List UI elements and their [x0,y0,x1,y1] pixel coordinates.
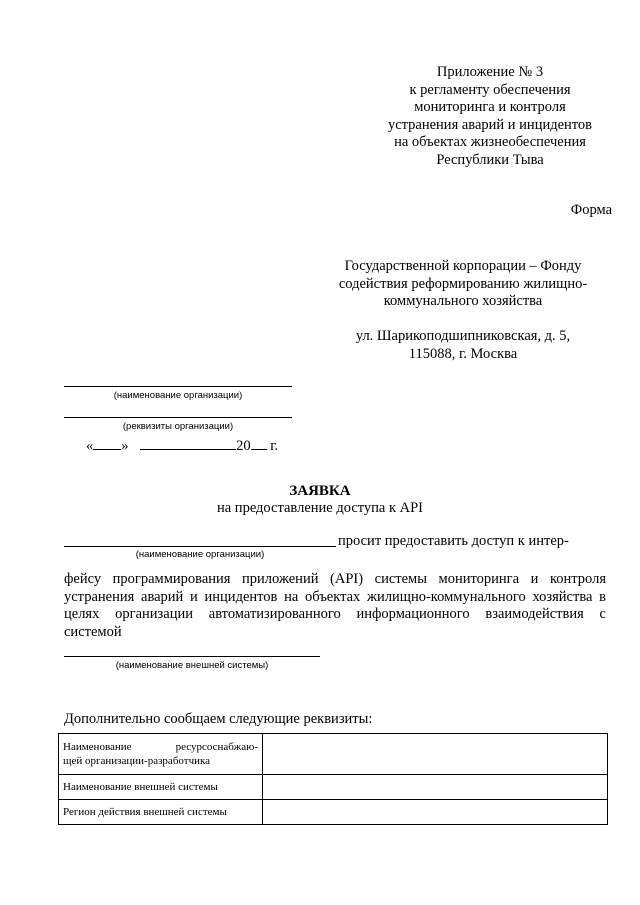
recipient-line: Государственной корпорации – Фонду [344,258,582,274]
address-line: 115088, г. Москва [408,345,518,362]
sender-details-caption: (реквизиты организации) [122,421,234,432]
document-subtitle: на предоставление доступа к API [216,500,424,516]
form-label: Форма [570,202,612,218]
request-body: фейсу программирования приложений (API) системы мониторинга и контроля устранения аварий и инцидентов на объектах жилищно-коммунального хозяйства в целях организации автоматизированного информационного взаимодействия с системой [64,571,606,640]
sender-details-line[interactable] [64,417,292,418]
date-year-suffix: г. [270,438,279,454]
address-line: ул. Шарикоподшипниковская, д. 5, [355,328,571,344]
recipient-block [318,258,608,311]
additional-info-heading: Дополнительно сообщаем следующие реквизиты: [64,711,373,727]
table-value-cell[interactable] [263,800,608,825]
recipient-address [318,328,608,363]
table-row [59,734,608,775]
table-label-cell [59,734,263,775]
table-label: щей организации-разработчика [63,755,211,767]
date-day-field[interactable] [93,435,121,450]
recipient-line: коммунального хозяйства [383,293,543,309]
appendix-line: устранения аварий и инцидентов [387,116,593,133]
date-month-field[interactable] [140,435,236,450]
table-row [59,775,608,800]
table-row [59,800,608,825]
date-line [86,435,278,455]
table-label-cell: Регион действия внешней системы [59,800,263,825]
table-label: Наименование ресурсоснабжаю- [63,741,258,753]
sender-org-caption: (наименование организации) [113,390,243,401]
request-org-line[interactable] [64,546,336,547]
request-text-first-line: просит предоставить доступ к интер- [338,533,569,549]
appendix-line: Приложение № 3 [436,64,544,80]
date-close-quote: » [121,438,129,454]
recipient-line: содействия реформированию жилищно- [338,275,588,292]
table-value-cell[interactable] [263,734,608,775]
date-year-prefix: 20 [236,438,251,454]
external-system-caption: (наименование внешней системы) [115,660,269,671]
appendix-line: Республики Тыва [436,151,544,168]
external-system-line[interactable] [64,656,320,657]
request-org-caption: (наименование организации) [135,549,265,560]
date-year-field[interactable] [251,435,267,450]
appendix-header [355,64,625,169]
table-value-cell[interactable] [263,775,608,800]
appendix-line: мониторинга и контроля [414,99,566,115]
requisites-table [58,733,608,825]
appendix-line: на объектах жизнеобеспечения [394,134,586,150]
document-title: ЗАЯВКА [289,483,351,499]
table-label-cell: Наименование внешней системы [59,775,263,800]
date-open-quote: « [86,438,94,454]
appendix-line: к регламенту обеспечения [409,81,571,98]
sender-org-line[interactable] [64,386,292,387]
